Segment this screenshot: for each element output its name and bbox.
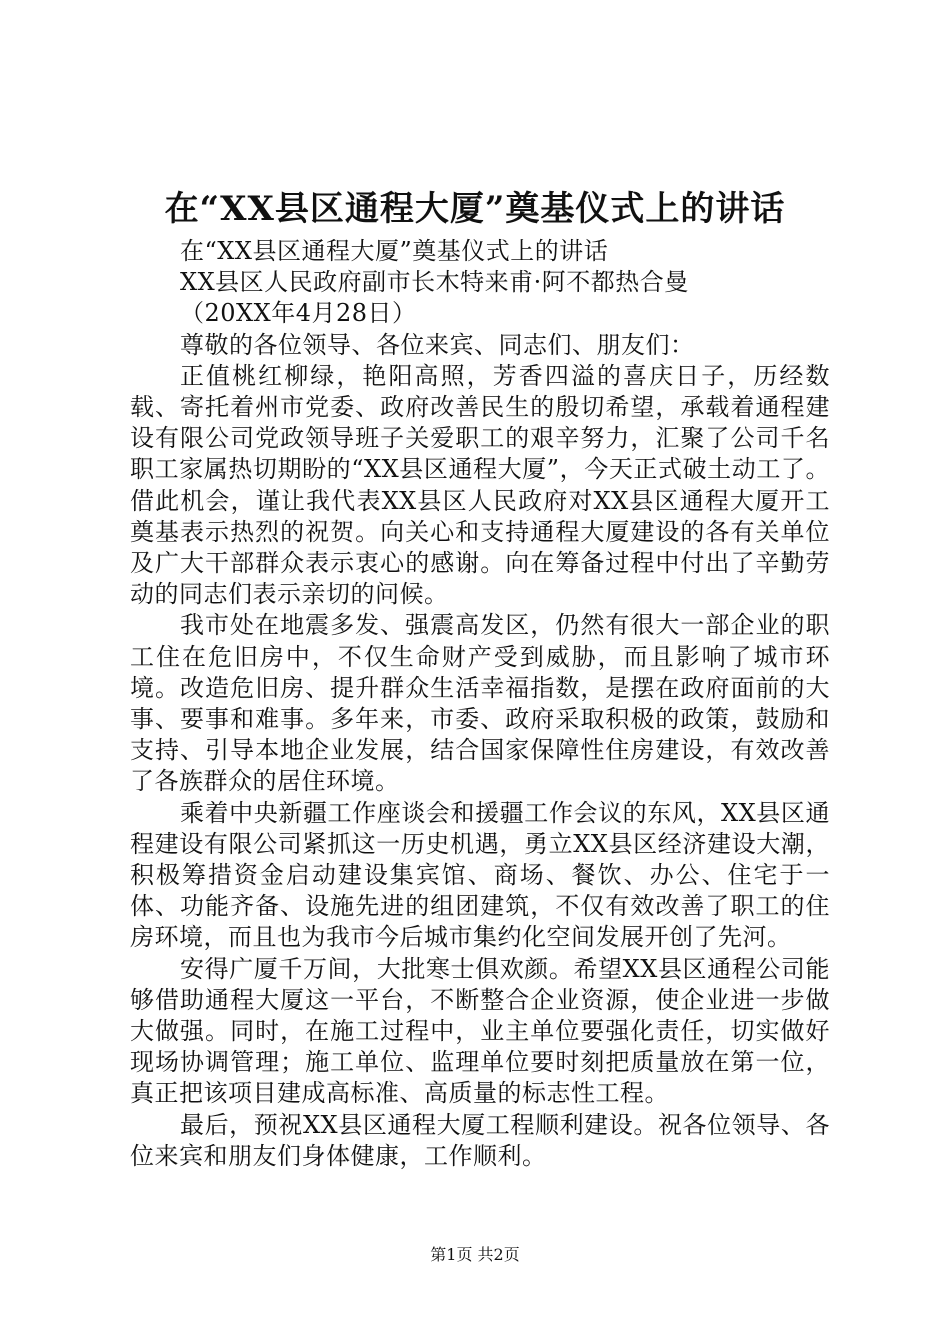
paragraph: 正值桃红柳绿，艳阳高照，芳香四溢的喜庆日子，历经数载、寄托着州市党委、政府改善民生的殷切希望，承载着通程建设有限公司党政领导班子关爱职工的艰辛努力，汇聚了公司千名职工家属热切期盼的“XX县区通程大厦”，今天正式破土动工了。借此机会，谨让我代表XX县区人民政府对XX县区通程大厦开工奠基表示热烈的祝贺。向关心和支持通程大厦建设的各有关单位及广大干部群众表示衷心的感谢。向在筹备过程中付出了辛勤劳动的同志们表示亲切的问候。	[130, 361, 830, 609]
document-title: 在“XX县区通程大厦”奠基仪式上的讲话	[164, 189, 786, 229]
speech-subtitle: 在“XX县区通程大厦”奠基仪式上的讲话	[180, 237, 609, 265]
document-body	[130, 236, 830, 1172]
speaker-line: XX县区人民政府副市长木特来甫·阿不都热合曼	[180, 268, 689, 297]
greeting-line: 尊敬的各位领导、各位来宾、同志们、朋友们：	[180, 330, 695, 359]
date-line: （20XX年4月28日）	[180, 299, 417, 328]
page-number-footer: 第1页 共2页	[430, 1245, 520, 1264]
paragraph: 乘着中央新疆工作座谈会和援疆工作会议的东风，XX县区通程建设有限公司紧抓这一历史机遇，勇立XX县区经济建设大潮，积极筹措资金启动建设集宾馆、商场、餐饮、办公、住宅于一体、功能齐备、设施先进的组团建筑，不仅有效改善了职工的住房环境，而且也为我市今后城市集约化空间发展开创了先河。	[130, 798, 830, 952]
paragraph: 最后，预祝XX县区通程大厦工程顺利建设。祝各位领导、各位来宾和朋友们身体健康，工作顺利。	[130, 1110, 830, 1170]
paragraph: 我市处在地震多发、强震高发区，仍然有很大一部企业的职工住在危旧房中，不仅生命财产受到威胁，而且影响了城市环境。改造危旧房、提升群众生活幸福指数，是摆在政府面前的大事、要事和难事。多年来，市委、政府采取积极的政策，鼓励和支持、引导本地企业发展，结合国家保障性住房建设，有效改善了各族群众的居住环境。	[130, 611, 830, 796]
paragraph: 安得广厦千万间，大批寒士俱欢颜。希望XX县区通程公司能够借助通程大厦这一平台，不断整合企业资源，使企业进一步做大做强。同时，在施工过程中，业主单位要强化责任，切实做好现场协调管理；施工单位、监理单位要时刻把质量放在第一位，真正把该项目建成高标准、高质量的标志性工程。	[130, 954, 830, 1108]
